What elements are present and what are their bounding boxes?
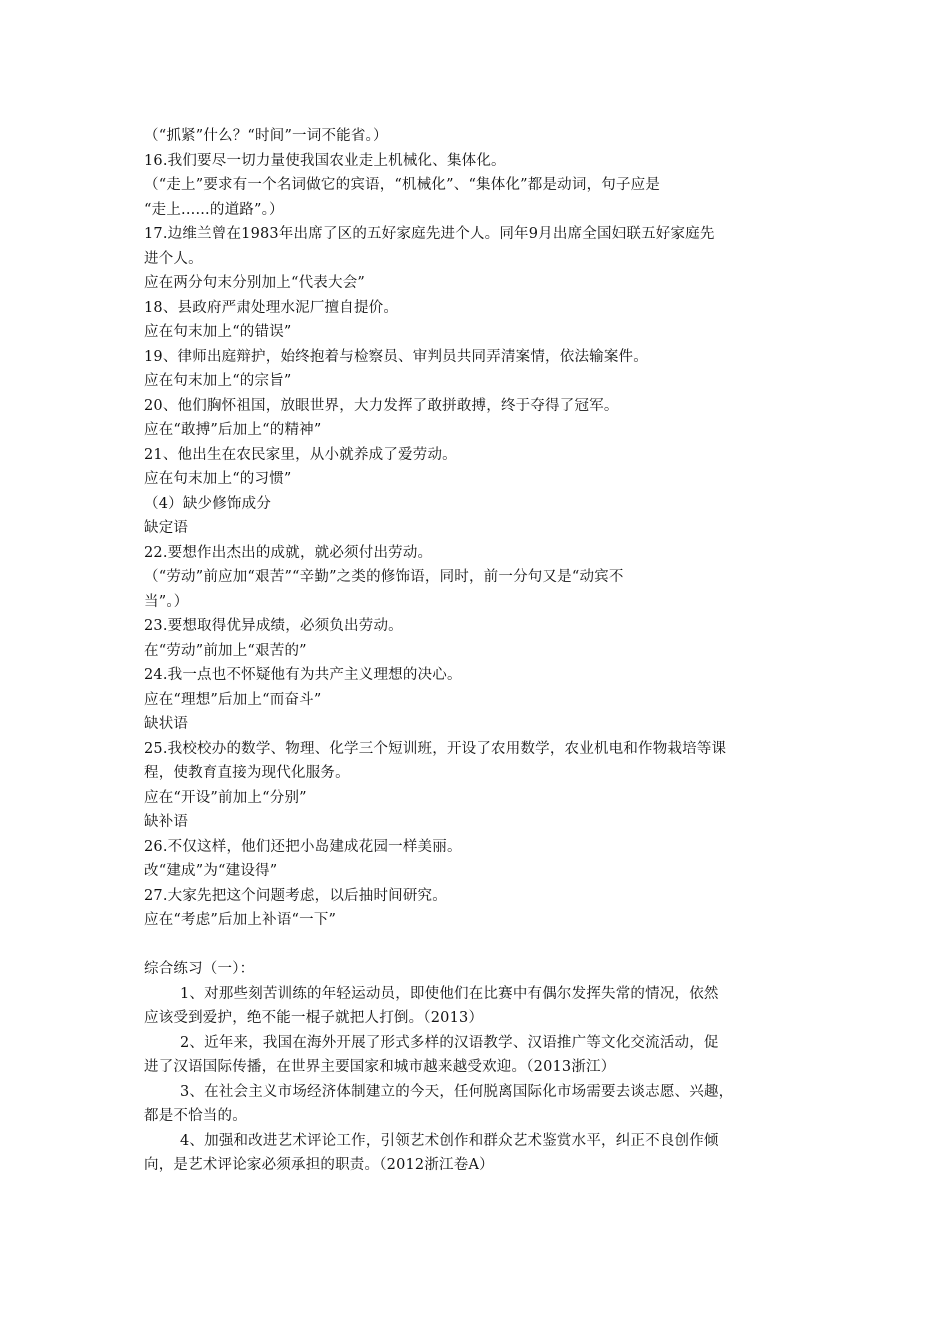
text-line: 进个人。 bbox=[144, 250, 203, 267]
text-line: 23.要想取得优异成绩，必须负出劳动。 bbox=[144, 618, 403, 634]
subsection-heading: 缺补语 bbox=[144, 814, 189, 830]
text-line: 应在“考虑”后加上补语“一下” bbox=[144, 912, 337, 928]
text-line: 应在句末加上“的宗旨” bbox=[144, 373, 292, 389]
text-line: 应在句末加上“的习惯” bbox=[144, 471, 292, 487]
text-line: （“劳动”前应加“艰苦”“辛勤”之类的修饰语，同时，前一分句又是“动宾不 bbox=[144, 569, 624, 585]
exercise-item-3: 3、在社会主义市场经济体制建立的今天，任何脱离国际化市场需要去谈志愿、兴趣， bbox=[180, 1083, 734, 1100]
blank-line bbox=[144, 933, 809, 958]
text-line: 16.我们要尽一切力量使我国农业走上机械化、集体化。 bbox=[144, 152, 506, 169]
text-line: 24.我一点也不怀疑他有为共产主义理想的决心。 bbox=[144, 667, 462, 683]
text-line: 应在“开设”前加上“分别” bbox=[144, 789, 307, 806]
text-line: 在“劳动”前加上“艰苦的” bbox=[144, 642, 307, 659]
text-line: 22.要想作出杰出的成就，就必须付出劳动。 bbox=[144, 544, 433, 561]
section-heading: （4）缺少修饰成分 bbox=[144, 495, 272, 512]
text-line: 18、县政府严肃处理水泥厂擅自提价。 bbox=[144, 299, 399, 316]
text-line: （“走上”要求有一个名词做它的宾语，“机械化”、“集体化”都是动词，句子应是 bbox=[144, 177, 661, 193]
text-line: 21、他出生在农民家里，从小就养成了爱劳动。 bbox=[144, 446, 457, 463]
text-line: 当”。） bbox=[144, 593, 189, 610]
text-line: 17.边维兰曾在1983年出席了区的五好家庭先进个人。同年9月出席全国妇联五好家庭先 bbox=[144, 226, 715, 242]
text-line: 应在句末加上“的错误” bbox=[144, 324, 292, 340]
exercise-item-1-cont: 应该受到爱护，绝不能一棍子就把人打倒。（2013） bbox=[144, 1010, 484, 1026]
exercise-heading: 综合练习（一）： bbox=[144, 961, 255, 977]
text-line: 应在“敢搏”后加上“的精神” bbox=[144, 422, 322, 438]
exercise-item-1: 1、对那些刻苦训练的年轻运动员，即使他们在比赛中有偶尔发挥失常的情况，依然 bbox=[180, 985, 719, 1002]
document-body bbox=[144, 124, 809, 1178]
text-line: 25.我校校办的数学、物理、化学三个短训班，开设了农用数学，农业机电和作物栽培等课 bbox=[144, 740, 727, 757]
exercise-item-3-cont: 都是不恰当的。 bbox=[144, 1108, 247, 1124]
text-line: （“抓紧”什么？“时间”一词不能省。） bbox=[144, 128, 388, 144]
text-line: 27.大家先把这个问题考虑，以后抽时间研究。 bbox=[144, 887, 447, 904]
subsection-heading: 缺定语 bbox=[144, 520, 189, 536]
text-line: 程，使教育直接为现代化服务。 bbox=[144, 765, 350, 781]
text-line: 20、他们胸怀祖国，放眼世界，大力发挥了敢拼敢搏，终于夺得了冠军。 bbox=[144, 397, 619, 414]
exercise-item-2: 2、近年来，我国在海外开展了形式多样的汉语教学、汉语推广等文化交流活动，促 bbox=[180, 1034, 719, 1051]
text-line: 应在“理想”后加上“而奋斗” bbox=[144, 691, 322, 708]
subsection-heading: 缺状语 bbox=[144, 716, 189, 732]
text-line: 应在两分句末分别加上“代表大会” bbox=[144, 275, 366, 291]
exercise-item-4: 4、加强和改进艺术评论工作，引领艺术创作和群众艺术鉴赏水平，纠正不良创作倾 bbox=[180, 1132, 719, 1149]
text-line: “走上......的道路”。） bbox=[144, 201, 284, 218]
text-line: 26.不仅这样，他们还把小岛建成花园一样美丽。 bbox=[144, 838, 462, 855]
text-line: 19、律师出庭辩护，始终抱着与检察员、审判员共同弄清案情，依法输案件。 bbox=[144, 348, 648, 365]
exercise-item-2-cont: 进了汉语国际传播，在世界主要国家和城市越来越受欢迎。（2013浙江） bbox=[144, 1059, 616, 1075]
exercise-item-4-cont: 向，是艺术评论家必须承担的职责。（2012浙江卷A） bbox=[144, 1157, 494, 1173]
text-line: 改“建成”为“建设得” bbox=[144, 863, 278, 879]
